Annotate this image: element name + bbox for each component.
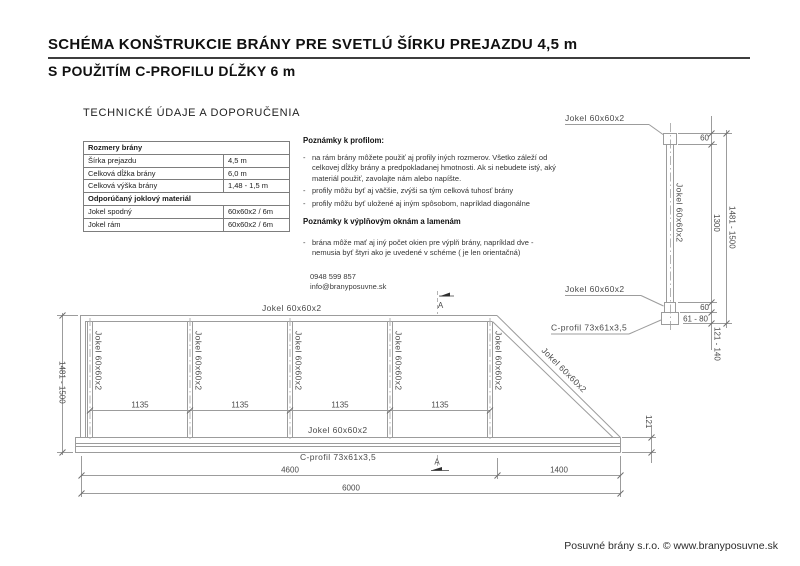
table-cell-value: 4,5 m (223, 155, 289, 167)
bottom-cprofil-label: C-profil 73x61x3,5 (300, 452, 377, 462)
gate-posts (88, 318, 493, 441)
note-text: na rám brány môžete použiť aj profily iných rozmerov. Všetko záleží od celkovej dĺžky brány a predpokladanej hmotnosti. Ak si nebudete istý, aký materiál použiť, zavolajte nám alebo napíšte. (312, 152, 556, 183)
section-marker-top (438, 291, 455, 314)
table-header-text: Rozmery brány (88, 143, 143, 152)
detail-dim-61-80: 61 - 80 (683, 314, 708, 324)
top-rail-label: Jokel 60x60x2 (262, 303, 322, 313)
table-cell-value: 6,0 m (223, 168, 289, 180)
contact-phone: 0948 599 857 (310, 271, 356, 281)
dim-4600-label: 4600 (281, 465, 299, 475)
post-label-2: Jokel 60x60x2 (193, 331, 204, 391)
bullet-marker: - (303, 198, 306, 208)
bottom-dimensions (79, 456, 624, 497)
notes-heading-profiles: Poznámky k profilom: (303, 136, 385, 145)
detail-jokel-bottom-label: Jokel 60x60x2 (565, 284, 625, 294)
gate-frame (80, 316, 621, 438)
table-cell-label: Jokel rám (88, 219, 121, 229)
bottom-jokel-label: Jokel 60x60x2 (308, 425, 368, 435)
right-121-dimension (622, 415, 656, 463)
diagonal-inner (493, 322, 614, 438)
bottom-rail (75, 438, 621, 453)
dim-height-range-label: 1481 - 1500 (57, 361, 67, 404)
diagonal-label: Jokel 60x60x2 (539, 345, 589, 395)
table-cell-label: Šírka prejazdu (88, 155, 137, 165)
bullet-marker: - (303, 237, 306, 247)
post-label-1: Jokel 60x60x2 (93, 331, 104, 391)
table-cell-value: 60x60x2 / 6m (223, 206, 289, 218)
notes-heading-windows: Poznámky k výplňovým oknám a lamenám (303, 217, 461, 226)
note-text: profily môžu byť uložené aj iným spôsobom, napríklad diagonálne (312, 198, 530, 208)
dim-1135-label-2: 1135 (231, 400, 249, 410)
note-text: profily môžu byť aj väčšie, zvýši sa tým celková tuhosť brány (312, 186, 514, 195)
table-cell-value: 1,48 - 1,5 m (223, 180, 289, 192)
table-cell-value: 60x60x2 / 6m (223, 219, 289, 231)
page-title: SCHÉMA KONŠTRUKCIE BRÁNY PRE SVETLÚ ŠÍRKU PREJAZDU 4,5 m (48, 36, 578, 53)
detail-dim-121-140: 121 - 140 (712, 327, 722, 361)
dim-121-label: 121 (644, 415, 653, 429)
dim-1400-label: 1400 (550, 465, 568, 475)
dim-1135-label-4: 1135 (431, 400, 449, 410)
post-label-5: Jokel 60x60x2 (493, 331, 504, 391)
dim-1135-label-1: 1135 (131, 400, 149, 410)
bullet-marker: - (303, 186, 306, 195)
post-label-4: Jokel 60x60x2 (393, 331, 404, 391)
section-marker-label: A (434, 457, 440, 467)
dim-1135-label-3: 1135 (331, 400, 349, 410)
footer-text: Posuvné brány s.r.o. © www.branyposuvne.sk (564, 540, 778, 552)
detail-dim-60-bottom: 60 (700, 303, 709, 312)
section-heading: TECHNICKÉ ÚDAJE A DOPORUČENIA (83, 107, 301, 119)
table-cell-label: Celková výška brány (88, 181, 158, 191)
post-detail-drawing (551, 113, 737, 361)
detail-cprofil-label: C-profil 73x61x3,5 (551, 322, 628, 333)
contact-email: info@branyposuvne.sk (310, 281, 387, 291)
bullet-marker: - (303, 152, 306, 162)
left-height-dimension (57, 313, 78, 456)
table-header-text: Odporúčaný joklový materiál (88, 194, 191, 204)
section-marker-bottom (431, 455, 449, 471)
page-subtitle: S POUŽITÍM C-PROFILU DĹŽKY 6 m (48, 63, 296, 79)
detail-dim-height-range: 1481 - 1500 (727, 206, 737, 249)
post-label-3: Jokel 60x60x2 (293, 331, 304, 391)
detail-jokel-top-label: Jokel 60x60x2 (565, 113, 625, 123)
section-marker-label: A (437, 301, 444, 310)
footer (564, 540, 778, 552)
note-text: brána môže mať aj iný počet okien pre výplň brány, napríklad dve - nemusia byť štyri ako je uvedené v schéme ( je len orientačná) (312, 237, 534, 257)
dim-6000-label: 6000 (342, 483, 360, 493)
detail-dim-60-top: 60 (700, 133, 709, 143)
detail-dim-1300: 1300 (712, 214, 721, 232)
detail-jokel-vertical-label: Jokel 60x60x2 (674, 183, 685, 243)
table-cell-label: Celková dĺžka brány (88, 168, 156, 178)
detail-leaders (551, 125, 664, 335)
table-cell-label: Jokel spodný (88, 206, 132, 216)
